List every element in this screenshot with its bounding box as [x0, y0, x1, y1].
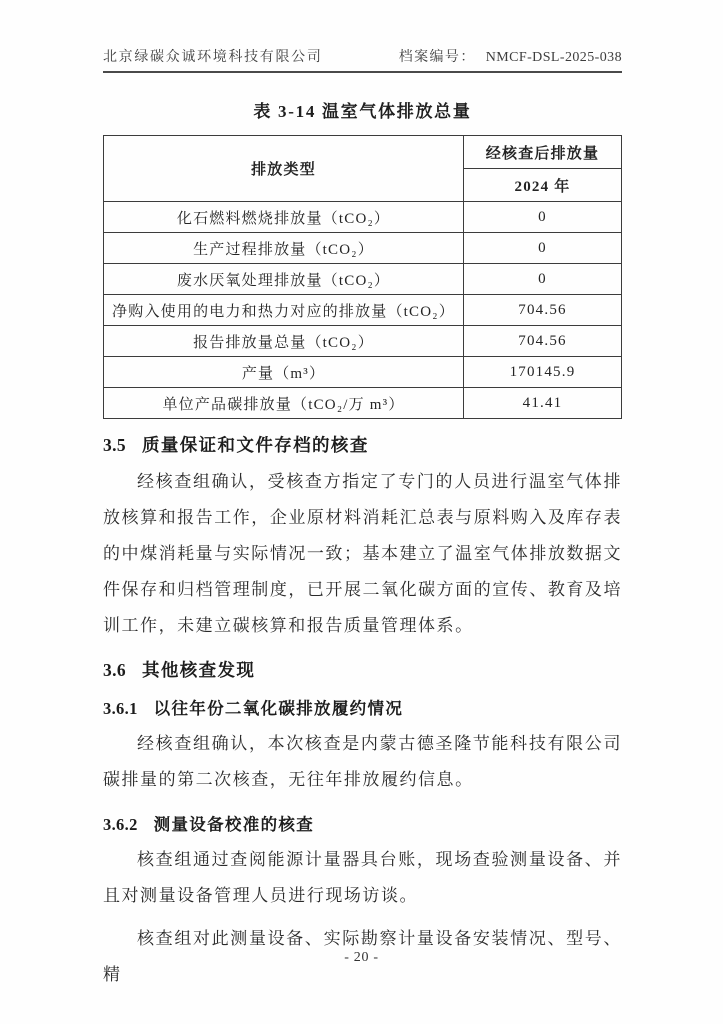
section-number: 3.5 [103, 435, 126, 455]
header-company-name: 北京绿碳众诚环境科技有限公司 [103, 50, 323, 65]
table-header-row [104, 136, 622, 169]
row-label-unit-product-emissions: 单位产品碳排放量（tCO₂/万 m³） [104, 388, 464, 419]
row-value-purchased-electricity-heat: 704.56 [464, 295, 622, 326]
section-title: 质量保证和文件存档的核查 [141, 435, 369, 455]
section-number: 3.6.1 [103, 699, 138, 718]
page-number: - 20 - [344, 950, 379, 965]
table-row [104, 357, 622, 388]
table-row [104, 202, 622, 233]
row-value-process: 0 [464, 233, 622, 264]
section-heading-3-6 [103, 657, 622, 682]
col-header-year: 2024 年 [464, 169, 622, 202]
table-row [104, 326, 622, 357]
row-value-unit-product-emissions: 41.41 [464, 388, 622, 419]
col-header-verified-emissions: 经核查后排放量 [464, 136, 622, 169]
table-row [104, 295, 622, 326]
doc-number-value: NMCF-DSL-2025-038 [485, 50, 622, 65]
row-label-purchased-electricity-heat: 净购入使用的电力和热力对应的排放量（tCO₂） [104, 295, 464, 326]
section-heading-3-5 [103, 432, 622, 457]
section-3-5-paragraph: 经核查组确认，受核查方指定了专门的人员进行温室气体排放核算和报告工作，企业原材料消耗汇总表与原料购入及库存表的中煤消耗量与实际情况一致；基本建立了温室气体排放数据文件保存和归档管理制度，已开展二氧化碳方面的宣传、教育及培训工作，未建立碳核算和报告质量管理体系。 [103, 472, 622, 635]
row-label-fossil-fuel: 化石燃料燃烧排放量（tCO₂） [104, 202, 464, 233]
row-label-output: 产量（m³） [104, 357, 464, 388]
section-3-6-2-paragraph-1: 核查组通过查阅能源计量器具台账，现场查验测量设备、并且对测量设备管理人员进行现场访谈。 [103, 850, 622, 905]
emissions-table [103, 135, 622, 419]
table-row [104, 264, 622, 295]
section-heading-3-6-1 [103, 695, 622, 719]
section-title: 以往年份二氧化碳排放履约情况 [153, 699, 404, 718]
table-row [104, 233, 622, 264]
table-title: 表 3-14 温室气体排放总量 [253, 102, 472, 121]
section-number: 3.6.2 [103, 815, 138, 834]
section-3-6-1-paragraph: 经核查组确认，本次核查是内蒙古德圣隆节能科技有限公司碳排量的第二次核查，无往年排放履约信息。 [103, 734, 622, 789]
section-title: 测量设备校准的核查 [153, 815, 315, 834]
row-label-process: 生产过程排放量（tCO₂） [104, 233, 464, 264]
table-row [104, 388, 622, 419]
section-title: 其他核查发现 [141, 660, 256, 680]
section-3-6-2-paragraph-2: 核查组对此测量设备、实际勘察计量设备安装情况、型号、精 [103, 929, 622, 984]
row-value-fossil-fuel: 0 [464, 202, 622, 233]
section-number: 3.6 [103, 660, 126, 680]
row-value-wastewater: 0 [464, 264, 622, 295]
row-label-total-reported: 报告排放量总量（tCO₂） [104, 326, 464, 357]
doc-number-label: 档案编号： [398, 50, 476, 65]
row-value-output: 170145.9 [464, 357, 622, 388]
section-heading-3-6-2 [103, 811, 622, 835]
row-label-wastewater: 废水厌氧处理排放量（tCO₂） [104, 264, 464, 295]
page-header [103, 46, 622, 73]
header-doc-number [399, 46, 622, 66]
row-value-total-reported: 704.56 [464, 326, 622, 357]
col-header-emission-type: 排放类型 [104, 136, 464, 202]
